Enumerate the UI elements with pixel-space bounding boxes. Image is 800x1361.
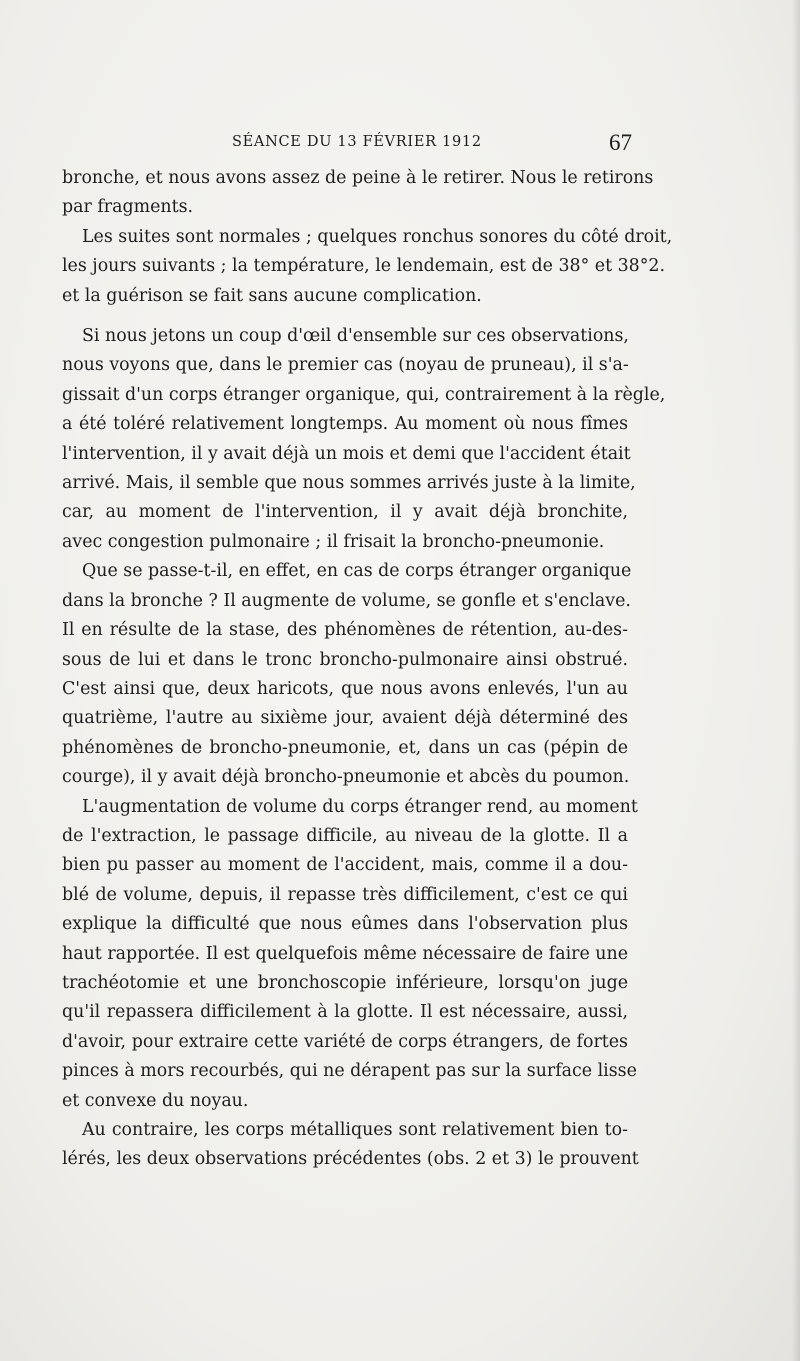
body-text [62, 164, 673, 1175]
text-line: car, au moment de l'intervention, il y avait déjà bronchite, [62, 502, 628, 523]
text-line: qu'il repassera difficilement à la glotte. Il est nécessaire, aussi, [62, 1002, 628, 1023]
text-line: gissait d'un corps étranger organique, qui, contrairement à la règle, [62, 384, 666, 405]
text-line: par fragments. [62, 197, 194, 218]
text-line: Si nous jetons un coup d'œil d'ensemble sur ces observations, [82, 326, 629, 347]
text-line: Il en résulte de la stase, des phénomènes de rétention, au-des- [62, 620, 628, 641]
text-line: L'augmentation de volume du corps étranger rend, au moment [82, 796, 638, 817]
paragraph [62, 164, 654, 223]
text-line: a été toléré relativement longtemps. Au moment où nous fîmes [62, 414, 628, 435]
text-line: C'est ainsi que, deux haricots, que nous avons enlevés, l'un au [62, 678, 628, 699]
text-line: pinces à mors recourbés, qui ne dérapent pas sur la surface lisse [62, 1061, 637, 1082]
text-line: blé de volume, depuis, il repasse très difficilement, c'est ce qui [62, 884, 628, 905]
text-line: quatrième, l'autre au sixième jour, avaient déjà déterminé des [62, 708, 628, 729]
text-line: phénomènes de broncho-pneumonie, et, dans un cas (pépin de [62, 737, 628, 758]
text-line: Les suites sont normales ; quelques ronchus sonores du côté droit, [82, 226, 673, 247]
paragraph [62, 322, 666, 557]
text-line: et la guérison se fait sans aucune complication. [62, 285, 482, 306]
text-line: les jours suivants ; la température, le lendemain, est de 38° et 38°2. [62, 256, 666, 277]
running-header [62, 130, 632, 158]
running-title: SÉANCE DU 13 FÉVRIER 1912 [232, 134, 482, 150]
paragraph [62, 557, 632, 792]
page-number: 67 [609, 130, 632, 155]
text-line: de l'extraction, le passage difficile, au niveau de la glotte. Il a [62, 825, 628, 846]
page-edge-shadow [792, 0, 800, 1361]
text-line: lérés, les deux observations précédentes (obs. 2 et 3) le prouvent [62, 1149, 639, 1170]
text-line: et convexe du noyau. [62, 1090, 249, 1111]
text-line: trachéotomie et une bronchoscopie inférieure, lorsqu'on juge [62, 972, 628, 993]
text-line: nous voyons que, dans le premier cas (noyau de pruneau), il s'a- [62, 355, 629, 376]
text-line: arrivé. Mais, il semble que nous sommes arrivés juste à la limite, [62, 473, 636, 494]
text-line: Au contraire, les corps métalliques sont relativement bien to- [82, 1120, 628, 1140]
text-line: bien pu passer au moment de l'accident, mais, comme il a dou- [62, 855, 628, 876]
text-line: bronche, et nous avons assez de peine à le retirer. Nous le retirons [62, 168, 654, 188]
paragraph [62, 793, 638, 1116]
text-line: sous de lui et dans le tronc broncho-pulmonaire ainsi obstrué. [62, 649, 628, 670]
text-line: d'avoir, pour extraire cette variété de corps étrangers, de fortes [62, 1031, 628, 1052]
text-line: dans la bronche ? Il augmente de volume, se gonfle et s'enclave. [62, 590, 631, 611]
text-line: l'intervention, il y avait déjà un mois et demi que l'accident était [62, 443, 631, 464]
paragraph [62, 1116, 639, 1175]
text-line: courge), il y avait déjà broncho-pneumonie et abcès du poumon. [62, 767, 630, 788]
text-line: explique la difficulté que nous eûmes dans l'observation plus [62, 914, 628, 935]
text-line: avec congestion pulmonaire ; il frisait la broncho-pneumonie. [62, 531, 605, 552]
text-line: haut rapportée. Il est quelquefois même nécessaire de faire une [62, 943, 628, 964]
text-line: Que se passe-t-il, en effet, en cas de corps étranger organique [82, 561, 632, 582]
paragraph [62, 223, 673, 311]
paragraph-gap [62, 311, 628, 322]
